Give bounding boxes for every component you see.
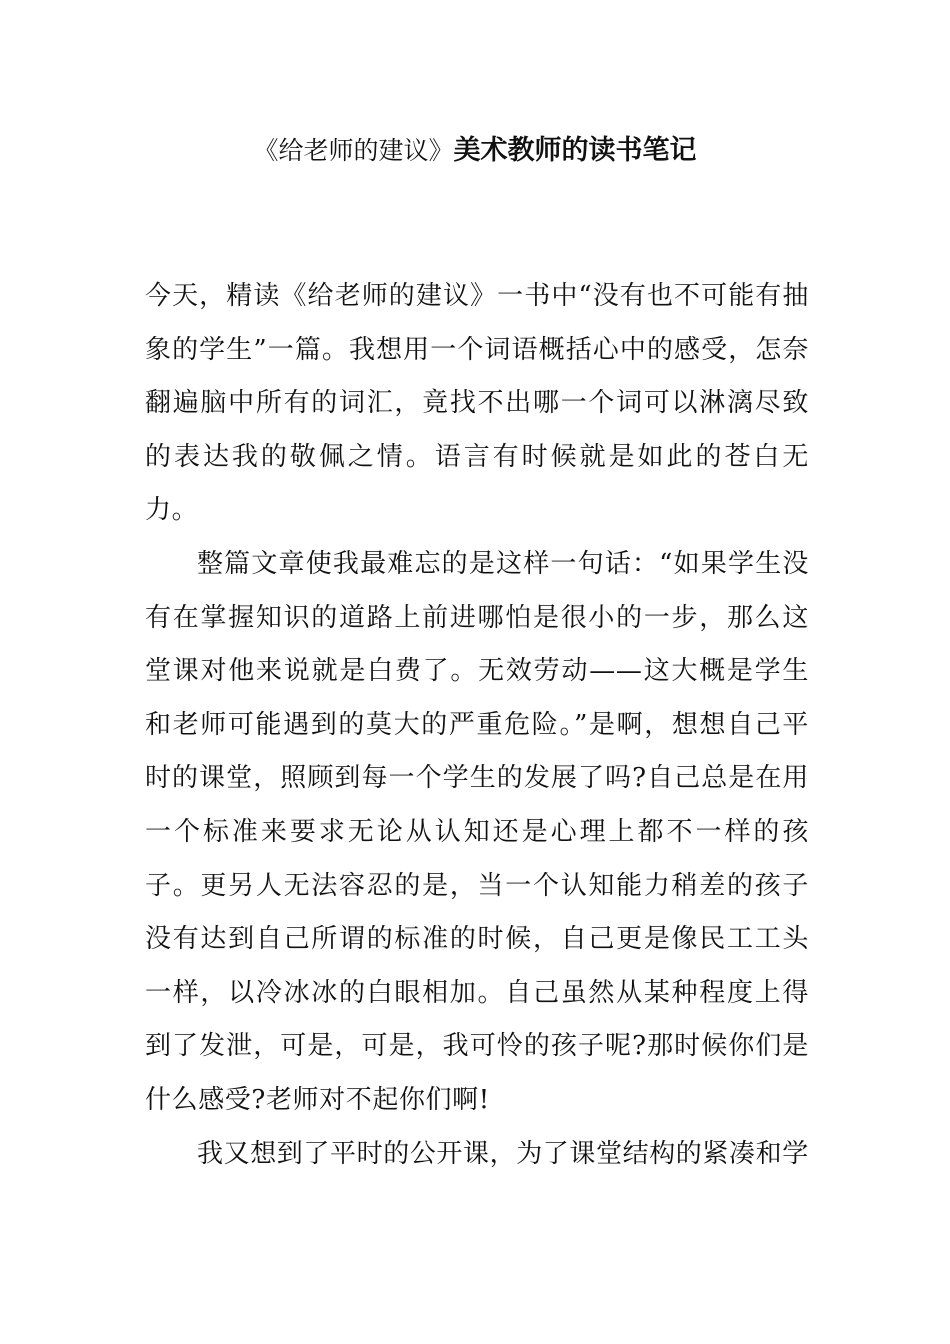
paragraph-3: 我又想到了平时的公开课，为了课堂结构的紧凑和学 xyxy=(197,1138,809,1169)
document-body xyxy=(145,270,809,1181)
paragraph-1: 今天，精读《给老师的建议》一书中“没有也不可能有抽象的学生”一篇。我想用一个词语概括心中的感受，怎奈翻遍脑中所有的词汇，竟找不出哪一个词可以淋漓尽致的表达我的敬佩之情。语言有时候就是如此的苍白无力。 xyxy=(145,281,809,526)
paragraph-2: 整篇文章使我最难忘的是这样一句话：“如果学生没有在掌握知识的道路上前进哪怕是很小的一步，那么这堂课对他来说就是白费了。无效劳动——这大概是学生和老师可能遇到的莫大的严重危险。”是啊，想想自己平时的课堂，照顾到每一个学生的发展了吗?自己总是在用一个标准来要求无论从认知还是心理上都不一样的孩子。更另人无法容忍的是，当一个认知能力稍差的孩子没有达到自己所谓的标准的时候，自己更是像民工工头一样，以冷冰冰的白眼相加。自己虽然从某种程度上得到了发泄，可是，可是，我可怜的孩子呢?那时候你们是什么感受?老师对不起你们啊! xyxy=(145,548,809,1115)
title-book-name: 《给老师的建议》 xyxy=(253,136,454,165)
document-title xyxy=(0,131,950,171)
title-main-text: 美术教师的读书笔记 xyxy=(453,135,697,166)
